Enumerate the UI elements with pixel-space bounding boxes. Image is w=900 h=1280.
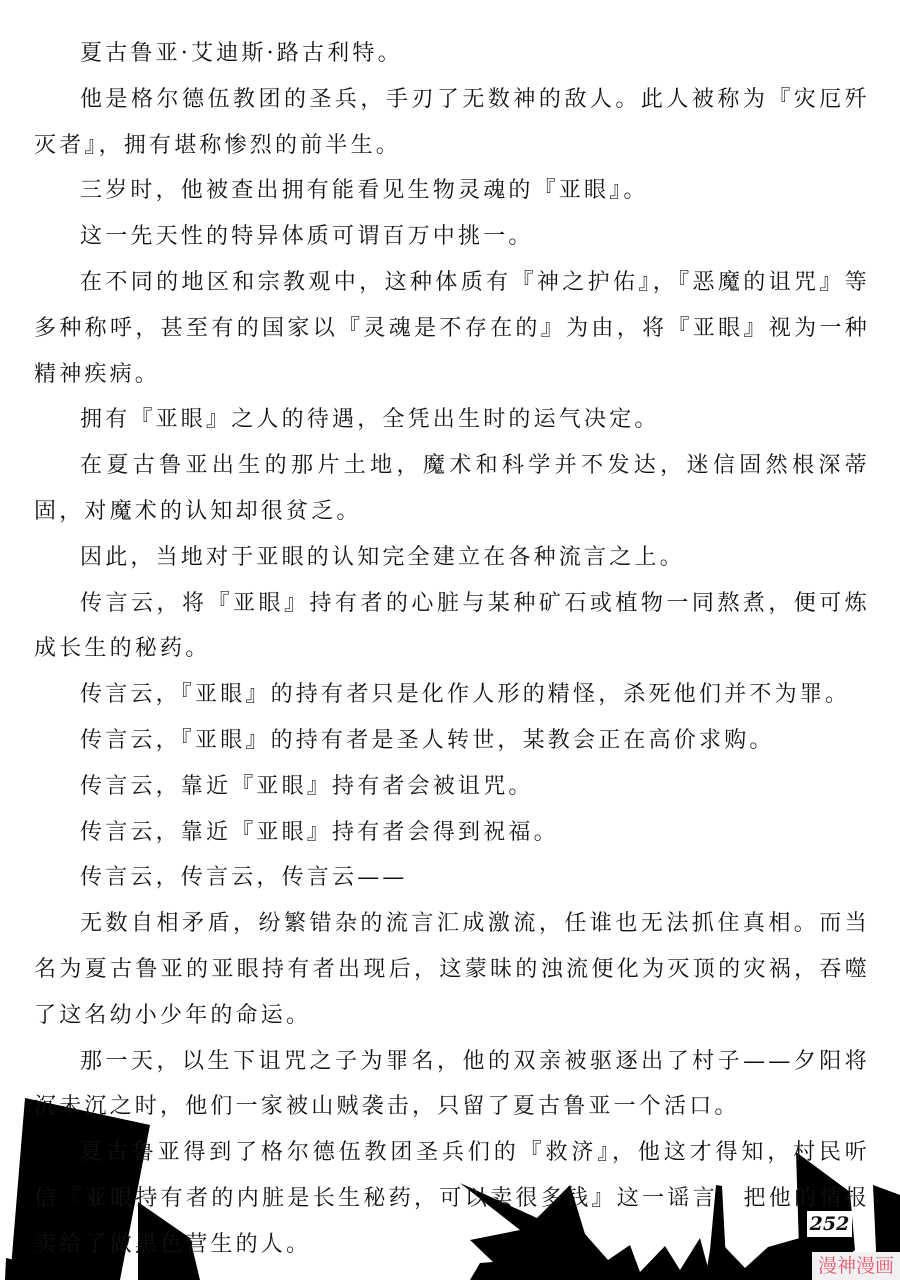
paragraph: 这一先天性的特异体质可谓百万中挑一。 xyxy=(80,224,534,250)
paragraph: 传言云，靠近『亚眼』持有者会得到祝福。 xyxy=(80,819,559,845)
paragraph: 他是格尔德伍教团的圣兵，手刃了无数神的敌人。此人被称为『灾厄歼灭者』，拥有堪称惨烈的前半生。 xyxy=(34,86,870,158)
paragraph: 那一天，以生下诅咒之子为罪名，他的双亲被驱逐出了村子——夕阳将沉未沉之时，他们一家被山贼袭击，只留了夏古鲁亚一个活口。 xyxy=(34,1048,870,1120)
paragraph: 夏古鲁亚·艾迪斯·路古利特。 xyxy=(80,41,403,66)
paragraph: 无数自相矛盾，纷繁错杂的流言汇成激流，任谁也无法抓住真相。而当名为夏古鲁亚的亚眼持有者出现后，这蒙昧的浊流便化为灭顶的灾祸，吞噬了这名幼小少年的命运。 xyxy=(34,911,870,1028)
page-number: 252 xyxy=(807,1211,852,1237)
paragraph: 传言云，『亚眼』的持有者只是化作人形的精怪，杀死他们并不为罪。 xyxy=(80,682,851,708)
paragraph: 拥有『亚眼』之人的待遇，全凭出生时的运气决定。 xyxy=(80,407,660,433)
paragraph: 三岁时，他被查出拥有能看见生物灵魂的『亚眼』。 xyxy=(80,178,649,204)
paragraph: 夏古鲁亚得到了格尔德伍教团圣兵们的『救济』，他这才得知，村民听信『亚眼持有者的内脏是长生秘药，可以卖很多钱』这一谣言，把他的情报卖给了做黑色营生的人。 xyxy=(34,1140,870,1257)
paragraph: 因此，当地对于亚眼的认知完全建立在各种流言之上。 xyxy=(80,544,685,570)
paragraph: 传言云，靠近『亚眼』持有者会被诅咒。 xyxy=(80,773,534,799)
paragraph: 传言云，传言云，传言云—— xyxy=(80,865,408,891)
paragraph: 在夏古鲁亚出生的那片土地，魔术和科学并不发达，迷信固然根深蒂固，对魔术的认知却很贫乏。 xyxy=(34,453,870,524)
novel-page-body xyxy=(34,31,870,1268)
paragraph: 传言云，『亚眼』的持有者是圣人转世，某教会正在高价求购。 xyxy=(80,727,775,753)
paragraph: 传言云，将『亚眼』持有者的心脏与某种矿石或植物一同熬煮，便可炼成长生的秘药。 xyxy=(34,590,870,662)
site-watermark: 漫神漫画 xyxy=(812,1252,900,1280)
paragraph: 在不同的地区和宗教观中，这种体质有『神之护佑』，『恶魔的诅咒』等多种称呼，甚至有的国家以『灵魂是不存在的』为由，将『亚眼』视为一种精神疾病。 xyxy=(34,269,870,387)
